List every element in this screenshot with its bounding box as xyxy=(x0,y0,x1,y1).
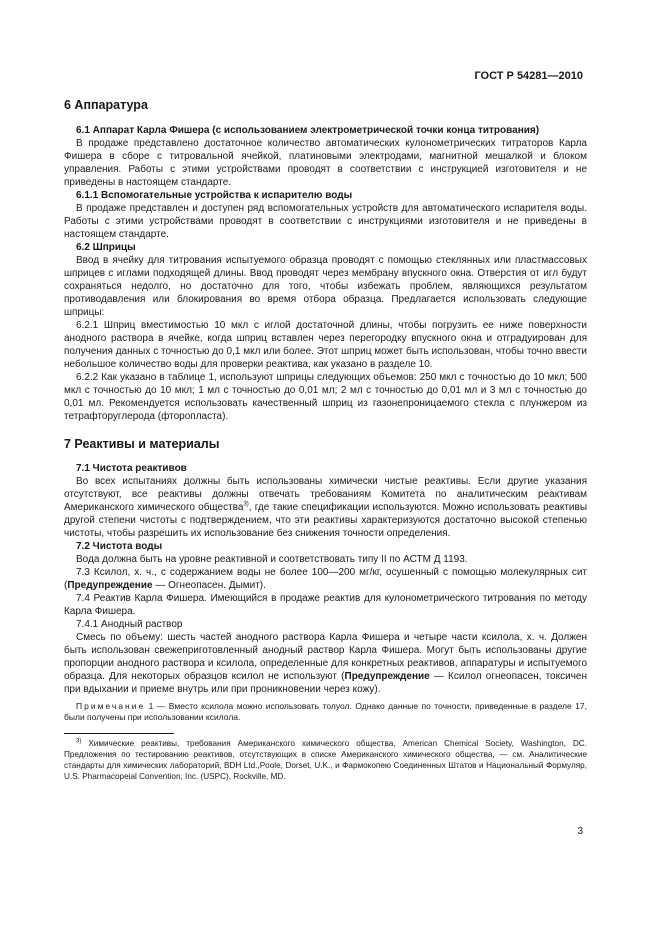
subsection-6-1-heading: 6.1 Аппарат Карла Фишера (с использованием электрометрической точки конца титрования) xyxy=(76,125,540,136)
subsection-6-2-text: Ввод в ячейку для титрования испытуемого образца проводят с помощью стеклянных или пластмассовых шприцев с иглами подходящей длины. Ввод проводят через мембрану впускного окна. Отверстия от игл будут сохраняться недолго, но достаточно для того, чтобы избежать проблем, являющихся результатом противодавления или блокирования во время отбора образца. Предлагается использовать следующие шприцы: xyxy=(64,255,587,318)
note-1 xyxy=(64,701,587,723)
text-part: — Ксилол огнеопасен, токсичен при вдыхании и приеме внутрь или при проникновении через кожу). xyxy=(64,671,587,695)
subsection-6-1-1-heading: 6.1.1 Вспомогательные устройства к испарителю воды xyxy=(76,190,353,201)
note-text: 1 — Вместо ксилола можно использовать толуол. Однако данные по точности, приведенные в разделе 17, были получены при использовании ксилола. xyxy=(64,701,587,722)
page-content xyxy=(64,96,587,782)
clause-7-4: 7.4 Реактив Карла Фишера. Имеющийся в продаже реактив для кулонометрического титрования по методу Карла Фишера. xyxy=(64,593,587,617)
subsection-7-1-text xyxy=(64,475,587,540)
warning-label: Предупреждение xyxy=(344,671,430,682)
subsection-7-1-heading: 7.1 Чистота реактивов xyxy=(76,463,187,474)
clause-7-4-1-text xyxy=(64,631,587,696)
section-6-heading: 6 Аппаратура xyxy=(64,98,148,112)
clause-7-4-1: 7.4.1 Анодный раствор xyxy=(76,619,183,630)
clause-6-2-2: 6.2.2 Как указано в таблице 1, используют шприцы следующих объемов: 250 мкл с точностью до 10 мкл; 500 мкл с точностью до 10 мкл; 1 мл с точностью до 0,01 мл; 2 мл с точностью до 0,01 мл и 3 мл с точностью до 0,01 мл. Рекомендуется использовать качественный шприц из газонепроницаемого стекла с плунжером из тетрафторуглерода (фторопласта). xyxy=(64,372,587,422)
standard-code: ГОСТ Р 54281—2010 xyxy=(474,70,583,82)
footnote-text: Химические реактивы, требования Американского химического общества, American Chemical Society, Washington, DC. Предложения по тестированию реактивов, отсутствующих в списке Американского химического общества, — см. Аналитические стандарты для химических лабораторий, BDH Ltd.,Poole, Dorset, U.K., и Фармокопею Соединенных Штатов и Национальный Формуляр, U.S. Pharmacopeial Convention, Inc. (USPC), Rockville, MD. xyxy=(64,739,587,781)
warning-label: Предупреждение xyxy=(67,580,153,591)
footnote-divider xyxy=(64,733,174,734)
page-number: 3 xyxy=(577,826,583,837)
section-7-heading: 7 Реактивы и материалы xyxy=(64,437,220,451)
text-part: Смесь по объему: шесть частей анодного раствора Карла Фишера и четыре части ксилола, х. ч. Должен быть использован свежеприготовленный анодный раствор Карла Фишера. Могут быть использованы другие пропорции анодного раствора и ксилола, определенные для конкретных реактивов, аппаратуры и испытуемого образца. Для некоторых образцов ксилол не используют ( xyxy=(64,632,587,682)
text-part: Во всех испытаниях должны быть использованы химически чистые реактивы. Если другие указания отсутствуют, все реактивы должны отвечать требованиям Комитета по аналитическим реактивам Американского химического общества xyxy=(64,476,587,513)
subsection-7-2-heading: 7.2 Чистота воды xyxy=(76,541,163,552)
clause-6-2-1: 6.2.1 Шприц вместимостью 10 мкл с иглой достаточной длины, чтобы погрузить ее ниже поверхности анодного раствора в ячейке, когда шприц вставлен через перегородку впускного окна и отградуирован для получения данных с точностью до 0,1 мкл или более. Этот шприц может быть использован, чтобы точно ввести небольшое количество воды для проверки реактива, как указано в разделе 10. xyxy=(64,320,587,370)
subsection-7-2-text: Вода должна быть на уровне реактивной и соответствовать типу II по АСТМ Д 1193. xyxy=(76,554,468,565)
text-part: — Огнеопасен. Дымит). xyxy=(152,580,266,591)
subsection-6-2-heading: 6.2 Шприцы xyxy=(76,242,136,253)
text-part: 7.3 Ксилол, х. ч., с содержанием воды не более 100—200 мг/кг, осушенный с помощью молекулярных сит ( xyxy=(64,567,587,591)
footnote-mark: 3) xyxy=(76,738,82,745)
text-part: , где такие спецификации используются. Можно использовать реактивы другой степени чистоты с подтверждением, что эти реактивы характеризуются достаточно высокой степенью чистоты, чтобы разрешить их использование без снижения точности определения. xyxy=(64,502,588,539)
note-label: Примечание xyxy=(76,701,146,711)
subsection-6-1-1-text: В продаже представлен и доступен ряд вспомогательных устройств для автоматического испарителя воды. Работы с этими устройствами проводят в соответствии с инструкциями изготовителя и не приведены в настоящем стандарте. xyxy=(64,203,587,240)
subsection-6-1-text: В продаже представлено достаточное количество автоматических кулонометрических титраторов Карла Фишера в сборе с титровальной ячейкой, платиновыми электродами, магнитной мешалкой и блоком управления. Работы с этими устройствами проводят в соответствии с инструкцией изготовителя и не приведены в настоящем стандарте. xyxy=(64,138,587,188)
footnote-ref: 3) xyxy=(243,501,249,508)
clause-7-3 xyxy=(64,566,587,592)
footnote-3 xyxy=(64,738,587,782)
